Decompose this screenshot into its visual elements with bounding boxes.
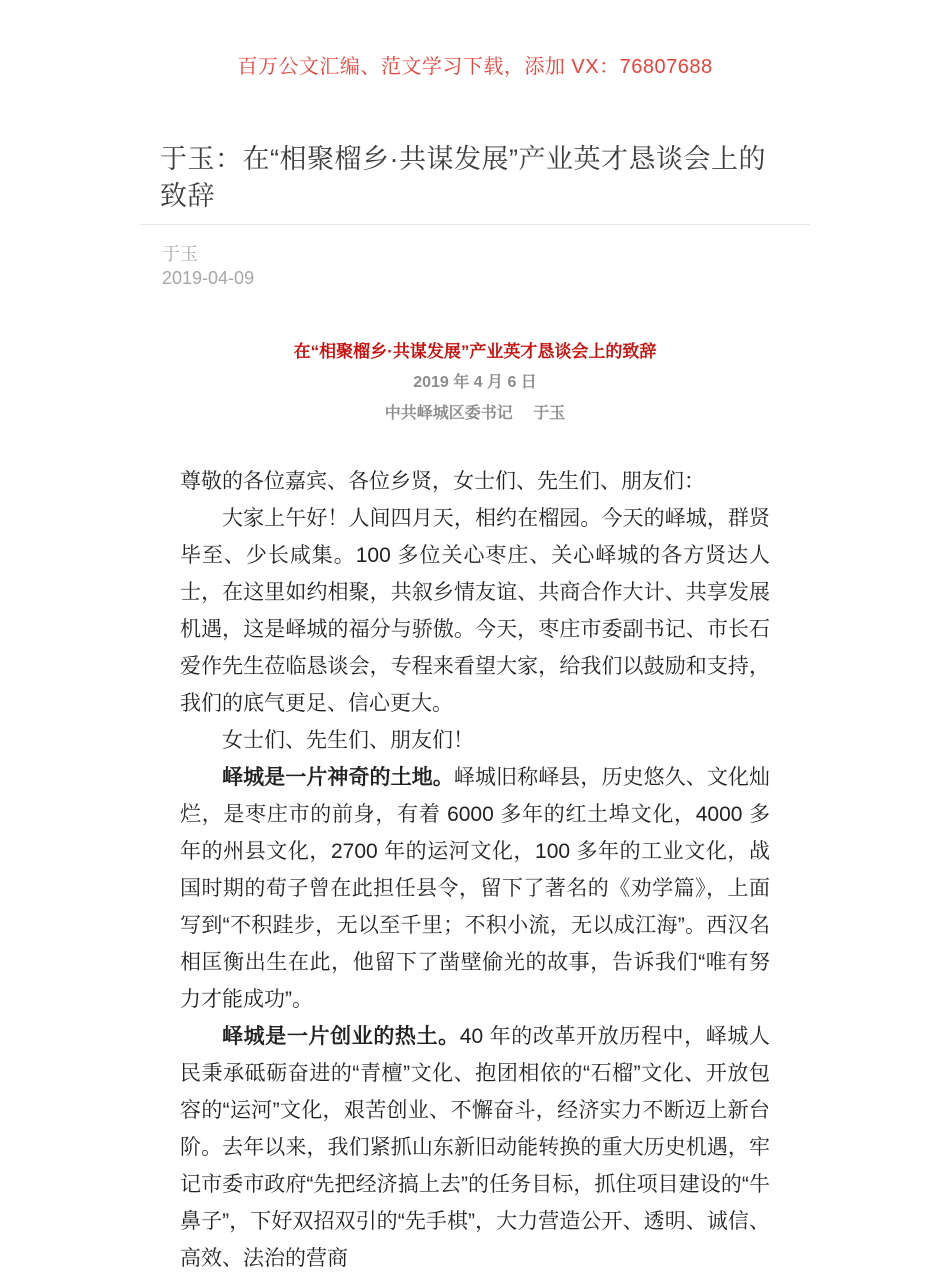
body-paragraph: [180, 759, 770, 1018]
body-paragraph: [180, 463, 770, 500]
article: [140, 141, 810, 1277]
document-header: [140, 340, 810, 425]
paragraph-lead: 峄城是一片神奇的土地。: [222, 766, 454, 789]
document-body: [140, 463, 810, 1277]
page-title: 于玉：在“相聚榴乡·共谋发展”产业英才恳谈会上的致辞: [160, 144, 766, 211]
body-paragraph: [180, 500, 770, 722]
paragraph-lead: 峄城是一片创业的热土。: [222, 1025, 460, 1048]
title-divider: [140, 224, 810, 225]
body-paragraph: [180, 1018, 770, 1277]
document-author-byline: 中共峄城区委书记 于玉: [384, 405, 566, 422]
publish-date: 2019-04-09: [162, 268, 255, 288]
promo-banner: 百万公文汇编、范文学习下载，添加 VX：76807688: [237, 56, 713, 78]
paragraph-text: 大家上午好！人间四月天，相约在榴园。今天的峄城，群贤毕至、少长咸集。100 多位关心枣庄、关心峄城的各方贤达人士，在这里如约相聚，共叙乡情友谊、共商合作大计、共享发展机遇，这是峄城的福分与骄傲。今天，枣庄市委副书记、市长石爱作先生莅临恳谈会，专程来看望大家，给我们以鼓励和支持，我们的底气更足、信心更大。: [180, 507, 770, 715]
document-heading: 在“相聚榴乡·共谋发展”产业英才恳谈会上的致辞: [293, 342, 657, 361]
paragraph-text: 尊敬的各位嘉宾、各位乡贤，女士们、先生们、朋友们：: [180, 470, 705, 493]
paragraph-text: 女士们、先生们、朋友们！: [222, 729, 474, 752]
author-name: 于玉: [162, 244, 198, 264]
body-paragraph: [180, 722, 770, 759]
paragraph-text: 40 年的改革开放历程中，峄城人民秉承砥砺奋进的“青檀”文化、抱团相依的“石榴”文化、开放包容的“运河”文化，艰苦创业、不懈奋斗，经济实力不断迈上新台阶。去年以来，我们紧抓山东新旧动能转换的重大历史机遇，牢记市委市政府“先把经济搞上去”的任务目标，抓住项目建设的“牛鼻子”，下好双招双引的“先手棋”，大力营造公开、透明、诚信、高效、法治的营商: [180, 1025, 770, 1270]
byline-block: [140, 242, 810, 290]
document-date: 2019 年 4 月 6 日: [413, 374, 537, 391]
paragraph-text: 峄城旧称峄县，历史悠久、文化灿烂，是枣庄市的前身，有着 6000 多年的红土埠文化，4000 多年的州县文化，2700 年的运河文化，100 多年的工业文化，战国时期的荀子曾在此担任县令，留下了著名的《劝学篇》，上面写到“不积跬步，无以至千里；不积小流，无以成江海”。西汉名相匡衡出生在此，他留下了凿壁偷光的故事，告诉我们“唯有努力才能成功”。: [180, 766, 771, 1011]
